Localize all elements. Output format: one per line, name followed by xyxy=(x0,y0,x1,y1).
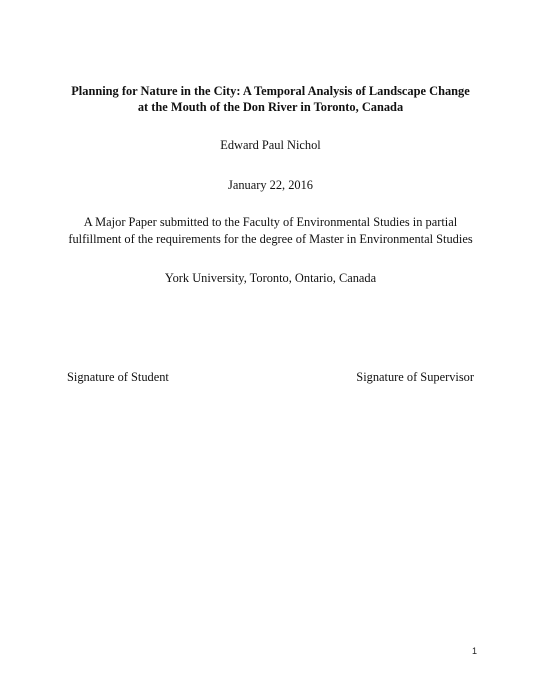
submission-statement xyxy=(20,214,521,248)
affiliation: York University, Toronto, Ontario, Canada xyxy=(164,271,377,285)
submission-line-2: fulfillment of the requirements for the degree of Master in Environmental Studies xyxy=(68,232,473,246)
author-name: Edward Paul Nichol xyxy=(220,138,321,152)
submission-line-1: A Major Paper submitted to the Faculty of Environmental Studies in partial xyxy=(83,215,458,229)
page-number: 1 xyxy=(472,646,478,656)
student-signature-label: Signature of Student xyxy=(67,370,169,384)
title-line-1: Planning for Nature in the City: A Temporal Analysis of Landscape Change xyxy=(71,84,470,98)
page-title xyxy=(40,83,501,115)
supervisor-signature-label: Signature of Supervisor xyxy=(356,370,474,384)
title-line-2: at the Mouth of the Don River in Toronto, Canada xyxy=(137,100,404,114)
document-date: January 22, 2016 xyxy=(228,178,313,192)
